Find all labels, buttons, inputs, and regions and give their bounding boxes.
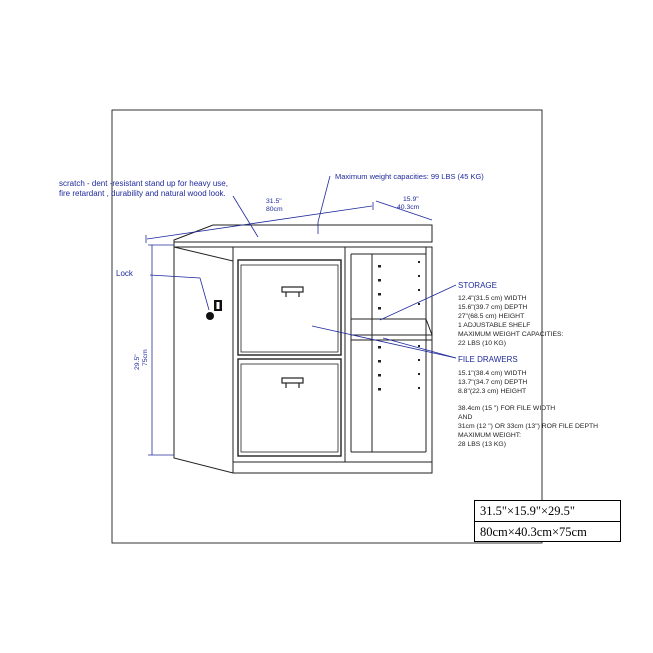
storage-spec-line: 15.6"(39.7 cm) DEPTH bbox=[458, 304, 528, 311]
width-cm-label: 80cm bbox=[266, 206, 283, 213]
file-drawers-title: FILE DRAWERS bbox=[458, 355, 518, 364]
upper-drawer bbox=[238, 260, 341, 355]
storage-spec-line: 27"(68.5 cm) HEIGHT bbox=[458, 313, 525, 320]
size-imperial: 31.5"×15.9"×29.5" bbox=[480, 504, 576, 518]
lock-label: Lock bbox=[116, 269, 133, 278]
file-drawers-note-line: 31cm (12 ") OR 33cm (13") ROR FILE DEPTH bbox=[458, 423, 599, 430]
lower-drawer bbox=[238, 359, 341, 456]
file-drawers-spec-line: 8.8"(22.3 cm) HEIGHT bbox=[458, 388, 527, 395]
overall-size-box bbox=[474, 500, 621, 542]
file-drawers-note-line: MAXIMUM WEIGHT: bbox=[458, 432, 522, 439]
height-cm-label: 75cm bbox=[142, 349, 149, 366]
feature-note-line-1: scratch - dent -resistant stand up for heavy use, bbox=[59, 179, 228, 188]
file-drawers-spec-line: 13.7"(34.7 cm) DEPTH bbox=[458, 379, 528, 386]
cabinet-front-frame bbox=[233, 247, 432, 473]
height-inch-label: 29.5" bbox=[134, 354, 141, 370]
size-metric: 80cm×40.3cm×75cm bbox=[475, 521, 620, 542]
lock-icon bbox=[206, 300, 222, 320]
storage-spec-line: 22 LBS (10 KG) bbox=[458, 340, 506, 347]
storage-title: STORAGE bbox=[458, 281, 497, 290]
shelf-pin-holes bbox=[378, 261, 420, 391]
storage-spec-line: MAXIMUM WEIGHT CAPACITIES: bbox=[458, 331, 564, 338]
upper-drawer-handle bbox=[282, 287, 303, 292]
width-dimension-line bbox=[147, 206, 372, 239]
dimension-lines bbox=[146, 201, 432, 455]
cabinet-top bbox=[174, 225, 432, 242]
storage-spec-line: 1 ADJUSTABLE SHELF bbox=[458, 322, 531, 329]
width-inch-label: 31.5" bbox=[266, 198, 282, 205]
adjustable-shelf bbox=[351, 319, 432, 335]
file-drawers-spec-line: 15.1"(38.4 cm) WIDTH bbox=[458, 370, 527, 377]
file-drawers-note-line: 28 LBS (13 KG) bbox=[458, 441, 506, 448]
feature-note-line-2: fire retardant , durability and natural wood look. bbox=[59, 189, 226, 198]
cabinet-left-side bbox=[174, 247, 233, 473]
file-drawers-note-line: 38.4cm (15 ") FOR FILE WIDTH bbox=[458, 405, 556, 412]
max-capacity-label: Maximum weight capacities: 99 LBS (45 KG) bbox=[335, 172, 484, 181]
lower-drawer-handle bbox=[282, 378, 303, 383]
storage-spec-line: 12.4"(31.5 cm) WIDTH bbox=[458, 295, 527, 302]
cabinet-drawing bbox=[174, 225, 432, 473]
depth-inch-label: 15.9" bbox=[403, 196, 419, 203]
depth-cm-label: 40.3cm bbox=[397, 204, 420, 211]
file-drawers-note-line: AND bbox=[458, 414, 473, 421]
